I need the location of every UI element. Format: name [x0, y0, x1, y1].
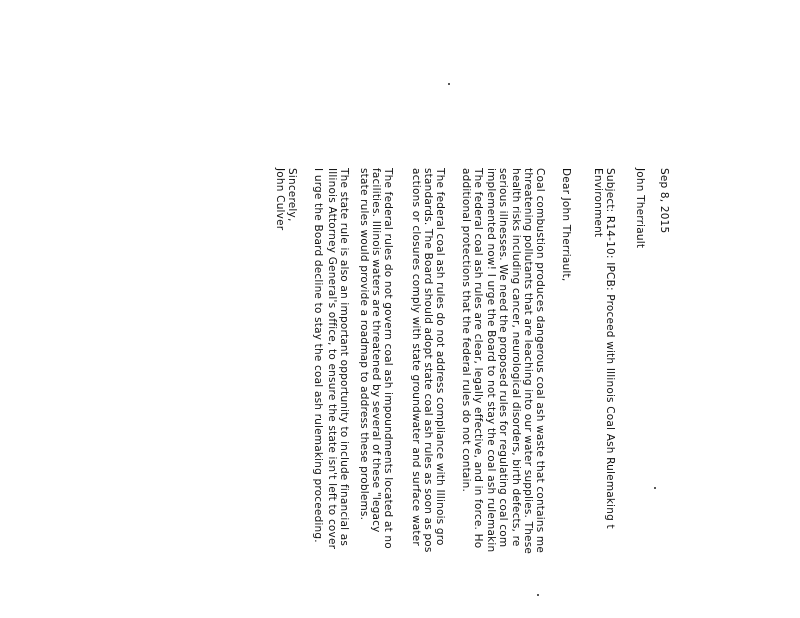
- paragraph-line: standards. The Board should adopt state coal ash rules as soon as pos: [421, 168, 434, 553]
- subject-line-1: Subject: R14-10: IPCB: Proceed with Illinois Coal Ash Rulemaking t: [604, 168, 616, 529]
- paragraph-1: [485, 168, 546, 554]
- paragraph-line: health risks including cancer, neurological disorders, birth defects, re: [509, 168, 522, 547]
- scan-speck: [537, 594, 539, 596]
- paragraph-line: threatening pollutants that are leaching into our water supplies. These: [521, 168, 534, 555]
- paragraph-line: The state rule is also an important opportunity to include financial as: [338, 168, 350, 547]
- paragraph-line: additional protections that the federal rules do not contain.: [459, 168, 472, 493]
- paragraph-line: serious illnesses. We need the proposed rules for regulating coal com: [497, 168, 510, 548]
- signoff: Sincerely,: [286, 168, 298, 222]
- paragraph-line: implemented now! I urge the Board to not stay the coal ash rulemakin: [485, 168, 498, 553]
- paragraph-3: [409, 168, 446, 553]
- paragraph-line: The federal coal ash rules do not address compliance with Illinois gro: [434, 168, 446, 546]
- paragraph-line: The federal coal ash rules are clear, legally effective, and in force. Ho: [472, 168, 484, 549]
- recipient-name: John Therriault: [634, 168, 646, 249]
- subject-line-2: Environment: [591, 168, 604, 238]
- closing-sentence: I urge the Board decline to stay the coal ash rulemaking proceeding.: [312, 168, 324, 543]
- greeting: Dear John Therriault,: [560, 168, 572, 282]
- paragraph-line: Coal combustion produces dangerous coal ash waste that contains me: [534, 168, 546, 554]
- letter-date: Sep 8, 2015: [658, 168, 670, 234]
- paragraph-5: [326, 168, 350, 549]
- scan-speck: [654, 487, 656, 489]
- paragraph-line: actions or closures comply with state groundwater and surface water: [409, 168, 422, 546]
- scan-speck: [448, 83, 450, 85]
- signer-name: John Culver: [274, 168, 286, 231]
- paragraph-line: Illinois Attorney General's office, to ensure the state isn't left to cover: [325, 168, 338, 550]
- paragraph-line: The federal rules do not govern coal ash impoundments located at no: [382, 168, 394, 549]
- paragraph-2: [460, 168, 484, 548]
- paragraph-line: facilities. Illinois waters are threatened by several of these "legacy: [369, 168, 382, 533]
- paragraph-4: [357, 168, 394, 549]
- paragraph-line: state rules would provide a roadmap to address these problems.: [357, 168, 370, 521]
- subject-line: [592, 168, 616, 529]
